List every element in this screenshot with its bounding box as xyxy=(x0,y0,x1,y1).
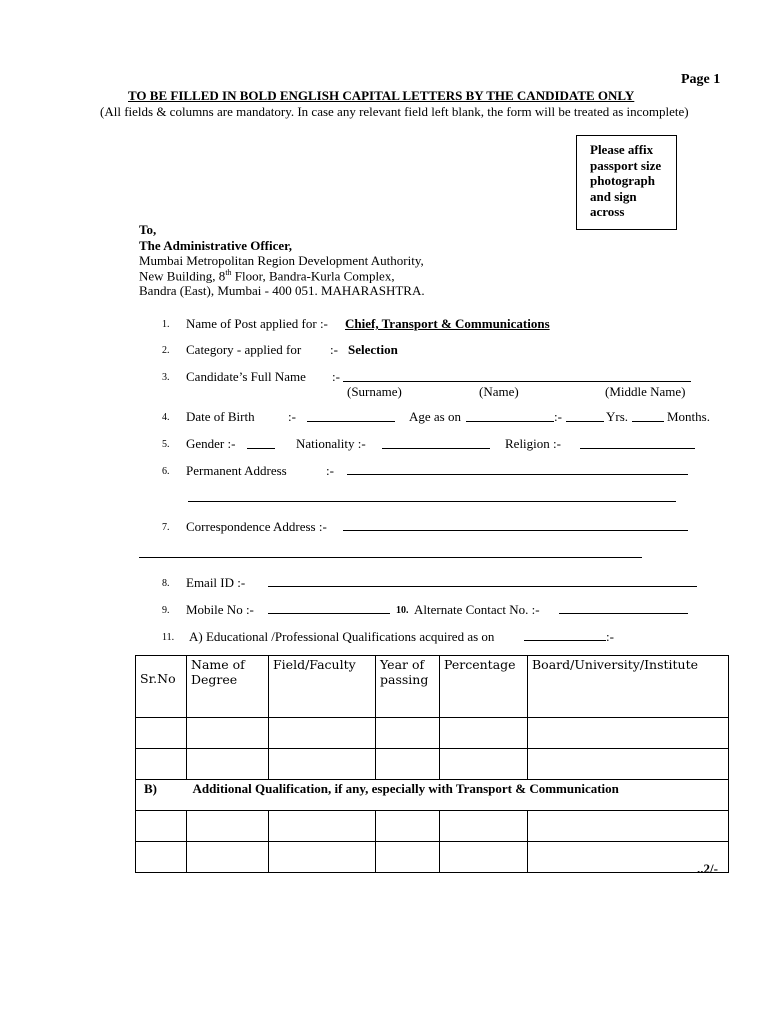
form-header-note: (All fields & columns are mandatory. In case any relevant field left blank, the form will be treated as incomplete) xyxy=(100,104,689,119)
nationality-label: Nationality :- xyxy=(296,436,366,451)
table-cell[interactable] xyxy=(269,811,376,842)
qualification-table xyxy=(135,655,729,873)
mobile-input-line[interactable] xyxy=(268,613,390,614)
field-number: 5. xyxy=(162,439,170,450)
field-number: 10. xyxy=(396,605,409,616)
field-number: 7. xyxy=(162,522,170,533)
field-number: 4. xyxy=(162,412,170,423)
next-page-indicator: ..2/- xyxy=(697,861,718,876)
address-officer: The Administrative Officer, xyxy=(139,238,292,253)
table-cell[interactable] xyxy=(528,718,729,749)
age-years-input-line[interactable] xyxy=(566,421,604,422)
months-label: Months. xyxy=(667,409,710,424)
field-number: 6. xyxy=(162,466,170,477)
table-cell[interactable] xyxy=(187,749,269,780)
table-cell[interactable] xyxy=(269,842,376,873)
address-city: Bandra (East), Mumbai - 400 051. MAHARASHTRA. xyxy=(139,283,425,298)
header-name-line-1: Name of xyxy=(191,657,245,672)
religion-input-line[interactable] xyxy=(580,448,695,449)
photo-box-line: photograph xyxy=(590,173,656,188)
name-caption: (Name) xyxy=(479,384,519,399)
table-cell[interactable] xyxy=(376,718,440,749)
table-cell[interactable] xyxy=(376,749,440,780)
full-name-separator: :- xyxy=(332,369,340,384)
table-cell[interactable] xyxy=(440,842,528,873)
photo-box-line: and sign xyxy=(590,188,637,204)
header-year-line-2: passing xyxy=(380,672,429,687)
page-label: Page 1 xyxy=(681,72,721,87)
table-cell[interactable] xyxy=(269,718,376,749)
full-name-input-line[interactable] xyxy=(343,381,691,382)
correspondence-address-label: Correspondence Address :- xyxy=(186,519,327,534)
permanent-address-label: Permanent Address xyxy=(186,463,287,478)
table-cell[interactable] xyxy=(187,718,269,749)
table-cell[interactable] xyxy=(440,811,528,842)
permanent-address-input-line-2[interactable] xyxy=(188,501,676,502)
correspondence-address-input-line[interactable] xyxy=(343,530,688,531)
table-cell[interactable] xyxy=(376,811,440,842)
category-value: Selection xyxy=(348,342,398,357)
table-row xyxy=(136,718,729,749)
additional-qualification-row xyxy=(136,780,729,811)
years-label: Yrs. xyxy=(606,409,629,424)
header-percentage: Percentage xyxy=(440,656,528,718)
table-cell[interactable] xyxy=(187,842,269,873)
category-label: Category - applied for xyxy=(186,342,302,357)
permanent-address-input-line[interactable] xyxy=(347,474,688,475)
header-name-of-degree xyxy=(187,656,269,718)
header-year-of-passing xyxy=(376,656,440,718)
gender-input-line[interactable] xyxy=(247,448,275,449)
table-cell[interactable] xyxy=(440,718,528,749)
field-number: 9. xyxy=(162,605,170,616)
dob-input-line[interactable] xyxy=(307,421,395,422)
permanent-address-separator: :- xyxy=(326,463,334,478)
field-number: 8. xyxy=(162,578,170,589)
header-name-line-2: Degree xyxy=(191,672,238,687)
nationality-input-line[interactable] xyxy=(382,448,490,449)
post-applied-label: Name of Post applied for :- xyxy=(186,316,328,331)
address-building-sup: th xyxy=(225,268,232,277)
table-cell[interactable] xyxy=(187,811,269,842)
table-cell[interactable] xyxy=(136,749,187,780)
table-cell[interactable] xyxy=(136,718,187,749)
field-number: 1. xyxy=(162,319,170,330)
photo-box-line: Please affix xyxy=(590,142,654,157)
alternate-contact-label: Alternate Contact No. :- xyxy=(414,602,540,617)
age-date-input-line[interactable] xyxy=(466,421,554,422)
table-cell[interactable] xyxy=(376,842,440,873)
field-number: 2. xyxy=(162,345,170,356)
post-applied-value: Chief, Transport & Communications xyxy=(345,316,550,331)
address-building-pre: New Building, 8 xyxy=(139,268,226,284)
table-cell[interactable] xyxy=(269,749,376,780)
photo-box[interactable] xyxy=(576,135,677,230)
full-name-label: Candidate’s Full Name xyxy=(186,369,306,384)
email-input-line[interactable] xyxy=(268,586,697,587)
table-header-row xyxy=(136,656,729,718)
age-months-input-line[interactable] xyxy=(632,421,664,422)
dob-separator: :- xyxy=(288,409,296,424)
table-cell[interactable] xyxy=(440,749,528,780)
surname-caption: (Surname) xyxy=(347,384,402,399)
photo-box-line: across xyxy=(590,204,625,219)
correspondence-address-input-line-2[interactable] xyxy=(139,557,642,558)
field-number: 3. xyxy=(162,372,170,383)
middle-name-caption: (Middle Name) xyxy=(605,384,686,399)
age-separator: :- xyxy=(554,409,562,424)
address-to: To, xyxy=(139,222,157,237)
header-board-university: Board/University/Institute xyxy=(528,656,729,718)
table-cell[interactable] xyxy=(528,811,729,842)
field-number: 11. xyxy=(162,632,175,643)
table-cell[interactable] xyxy=(136,811,187,842)
qualifications-label: A) Educational /Professional Qualifications acquired as on xyxy=(189,629,495,644)
address-org: Mumbai Metropolitan Region Development Authority, xyxy=(139,253,424,268)
table-row xyxy=(136,749,729,780)
alternate-contact-input-line[interactable] xyxy=(559,613,688,614)
form-header-title: TO BE FILLED IN BOLD ENGLISH CAPITAL LETTERS BY THE CANDIDATE ONLY xyxy=(128,88,635,103)
header-year-line-1: Year of xyxy=(380,657,425,672)
header-srno: Sr.No xyxy=(136,656,187,718)
religion-label: Religion :- xyxy=(505,436,561,451)
additional-qualification-label: B) xyxy=(136,780,187,811)
email-label: Email ID :- xyxy=(186,575,246,590)
table-cell[interactable] xyxy=(528,749,729,780)
photo-box-line: passport size xyxy=(590,157,662,173)
mobile-label: Mobile No :- xyxy=(186,602,254,617)
table-cell[interactable] xyxy=(136,842,187,873)
additional-qualification-text: Additional Qualification, if any, especially with Transport & Communication xyxy=(187,780,729,811)
address-building xyxy=(139,268,395,284)
category-separator: :- xyxy=(330,342,338,357)
header-field-faculty: Field/Faculty xyxy=(269,656,376,718)
gender-label: Gender :- xyxy=(186,436,236,451)
table-row xyxy=(136,811,729,842)
qualifications-date-input-line[interactable] xyxy=(524,640,606,641)
table-row xyxy=(136,842,729,873)
dob-label: Date of Birth xyxy=(186,409,255,424)
qualifications-separator: :- xyxy=(606,629,614,644)
age-label: Age as on xyxy=(409,409,461,424)
address-building-post: Floor, Bandra-Kurla Complex, xyxy=(231,268,395,284)
